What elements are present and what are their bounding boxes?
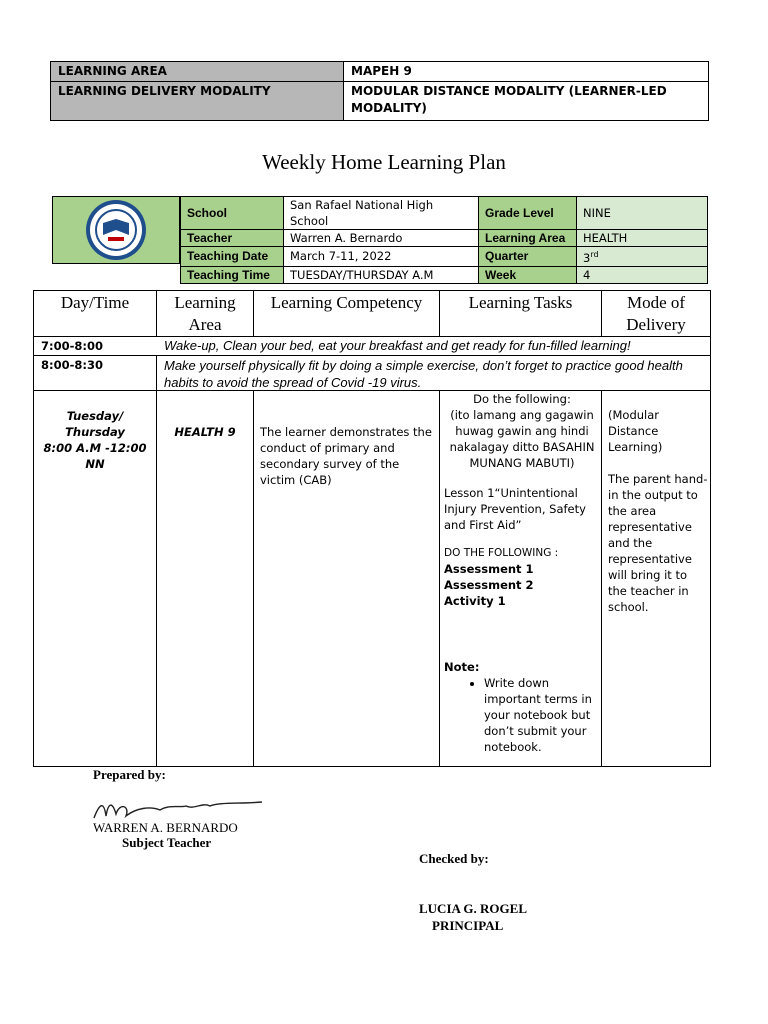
teacher-value: Warren A. Bernardo	[284, 230, 479, 247]
grid-line	[253, 390, 254, 766]
page-title: Weekly Home Learning Plan	[262, 150, 506, 174]
note-label: Note:	[444, 660, 480, 674]
quarter-label: Quarter	[479, 247, 577, 267]
quarter-value	[577, 247, 708, 267]
logo-cell	[52, 196, 180, 264]
row2-time: 8:00-8:30	[41, 358, 103, 372]
grid-line	[33, 355, 711, 356]
learning-area-label-2: Learning Area	[479, 230, 577, 247]
quarter-number: 3	[583, 250, 591, 265]
learning-area-label: LEARNING AREA	[51, 62, 344, 82]
tasks-heading: Do the following:	[473, 392, 571, 406]
tasks-lesson: Lesson 1“Unintentional Injury Prevention, Safety and First Aid”	[444, 486, 586, 532]
prepared-by-label: Prepared by:	[93, 767, 166, 782]
area-cell: HEALTH 9	[174, 425, 236, 439]
grid-line	[33, 290, 711, 291]
week-label: Week	[479, 266, 577, 283]
grid-line	[601, 390, 602, 766]
mode-value: (Modular Distance Learning)	[608, 408, 663, 454]
school-seal-icon	[53, 197, 179, 263]
checker-role: PRINCIPAL	[432, 918, 504, 933]
task-item: Activity 1	[444, 594, 506, 608]
tasks-cell	[444, 391, 600, 755]
teacher-label: Teacher	[181, 230, 284, 247]
note-list	[444, 675, 600, 755]
delivery-modality-value: MODULAR DISTANCE MODALITY (LEARNER-LED MODALITY)	[344, 82, 709, 121]
preparer-role: Subject Teacher	[122, 835, 212, 850]
tasks-do: DO THE FOLLOWING :	[444, 547, 559, 559]
day-label: Tuesday/ Thursday	[65, 409, 125, 439]
checked-by-label: Checked by:	[419, 851, 489, 866]
header-learning-tasks: Learning Tasks	[468, 293, 573, 312]
grid-line	[33, 290, 34, 767]
teaching-date-label: Teaching Date	[181, 247, 284, 267]
checker-name: LUCIA G. ROGEL	[419, 901, 527, 916]
header-learning-area: Learning Area	[174, 293, 236, 334]
grade-level-label: Grade Level	[479, 197, 577, 230]
task-item: Assessment 2	[444, 578, 534, 592]
teaching-time-label: Teaching Time	[181, 266, 284, 283]
tasks-instruction: (ito lamang ang gagawin huwag gawin ang hindi nakalagay ditto BASAHIN MUNANG MABUTI)	[449, 408, 595, 470]
grid-line	[710, 290, 711, 767]
header-day-time: Day/Time	[60, 293, 130, 312]
delivery-modality-label: LEARNING DELIVERY MODALITY	[51, 82, 344, 121]
day-cell	[36, 408, 154, 472]
quarter-suffix: rd	[590, 250, 599, 259]
day-time-label: 8:00 A.M -12:00 NN	[43, 441, 147, 471]
competency-cell: The learner demonstrates the conduct of primary and secondary survey of the victim (CAB)	[260, 425, 432, 487]
grid-line	[439, 390, 440, 766]
mode-cell	[608, 407, 708, 615]
grade-level-value: NINE	[577, 197, 708, 230]
preparer-name: WARREN A. BERNARDO	[93, 820, 238, 835]
teaching-date-value: March 7-11, 2022	[284, 247, 479, 267]
row1-activity: Wake-up, Clean your bed, eat your breakfast and get ready for fun-filled learning!	[164, 338, 631, 353]
learning-area-value-2: HEALTH	[577, 230, 708, 247]
grid-line	[33, 336, 711, 337]
header-learning-competency: Learning Competency	[270, 293, 423, 312]
week-value: 4	[577, 266, 708, 283]
mode-note: The parent hand-in the output to the area representative and the representative will bring it to the teacher in school.	[608, 472, 708, 614]
task-item: Assessment 1	[444, 562, 534, 576]
row1-time: 7:00-8:00	[41, 339, 103, 353]
row2-activity: Make yourself physically fit by doing a simple exercise, don’t forget to practice good health habits to avoid the spread of Covid -19 virus.	[164, 358, 683, 390]
teaching-time-value: TUESDAY/THURSDAY A.M	[284, 266, 479, 283]
header-mode-of-delivery: Mode of Delivery	[626, 293, 686, 334]
header-info-table	[50, 61, 709, 121]
school-value: San Rafael National High School	[284, 197, 479, 230]
learning-area-value: MAPEH 9	[344, 62, 709, 82]
note-bullet: • Write down important terms in your notebook but don’t submit your notebook.	[484, 675, 600, 755]
school-info-table	[180, 196, 708, 284]
grid-line	[156, 355, 157, 766]
school-label: School	[181, 197, 284, 230]
